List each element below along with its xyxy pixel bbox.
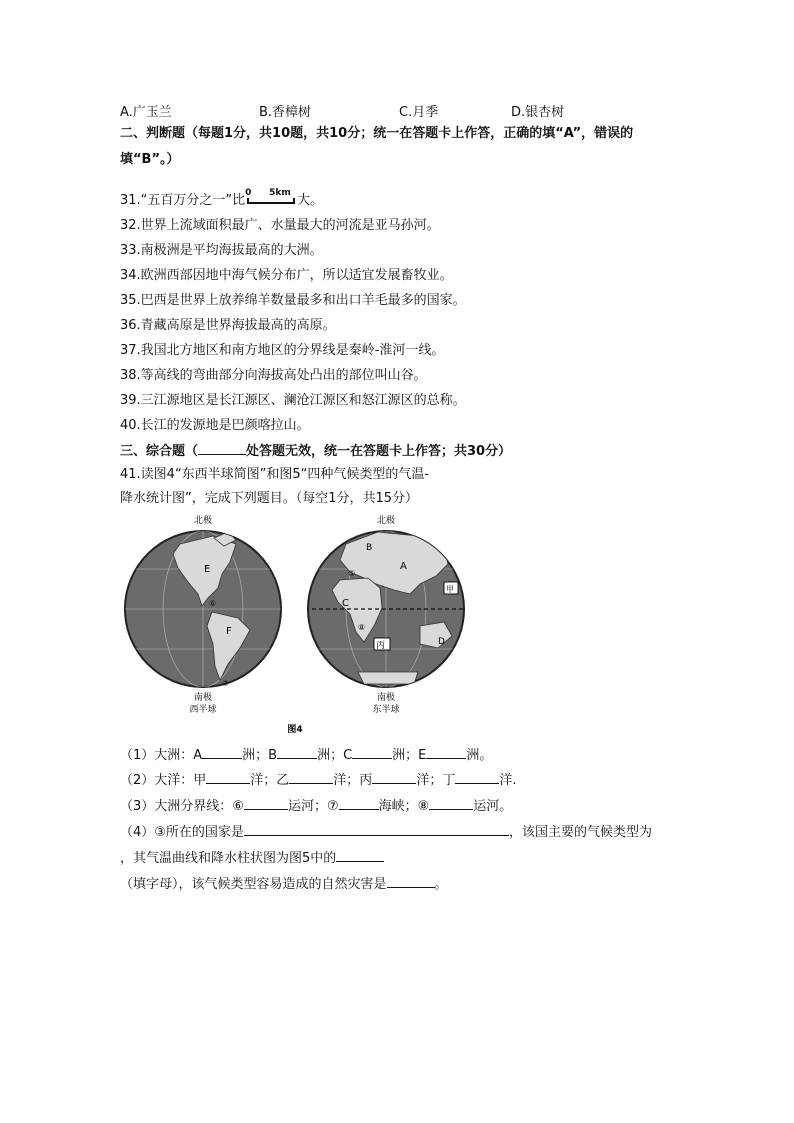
label-b: B xyxy=(366,543,373,553)
s1-d: 洲。 xyxy=(466,748,493,763)
sub-question-4-line2 xyxy=(120,848,384,868)
label-8: ⑧ xyxy=(358,623,366,632)
label-c: C xyxy=(342,598,349,609)
eastern-hemisphere xyxy=(306,514,466,715)
s3-b: 海峡；⑧ xyxy=(378,799,430,814)
q31-prefix: 31.“五百万分之一”比 xyxy=(120,193,246,208)
label-d: D xyxy=(438,637,445,647)
s3-a: 运河；⑦ xyxy=(287,799,339,814)
q31-suffix: 大。 xyxy=(297,193,324,208)
scale-zero-label: 0 xyxy=(245,188,252,198)
antarctica-shape xyxy=(358,672,418,684)
question-34: 34.欧洲西部因地中海气候分布广，所以适宜发展畜牧业。 xyxy=(120,268,453,283)
label-e: E xyxy=(204,564,211,575)
east-south-label: 南极 xyxy=(376,693,396,703)
option-c: C.月季 xyxy=(399,105,439,120)
question-40: 40.长江的发源地是巴颜喀拉山。 xyxy=(120,418,310,433)
s1-c: 洲；E xyxy=(392,748,427,763)
label-5: ⑤ xyxy=(348,569,356,578)
section2-title-line2: 填“B”。） xyxy=(120,152,180,167)
s2-n: （2）大洋：甲 xyxy=(120,773,207,788)
s3-c: 运河。 xyxy=(473,799,513,814)
sub-question-4-line1 xyxy=(120,822,652,842)
sub-question-4-line3 xyxy=(120,874,448,894)
western-hemisphere xyxy=(123,514,283,715)
s1-b: 洲；C xyxy=(317,748,353,763)
s4-line3b: 。 xyxy=(434,877,448,892)
label-bing: 丙 xyxy=(376,641,386,651)
question-33: 33.南极洲是平均海拔最高的大洲。 xyxy=(120,243,323,258)
figure-caption: 图4 xyxy=(287,725,303,735)
s1-a: 洲；B xyxy=(242,748,278,763)
question-31 xyxy=(120,188,324,210)
label-6: ⑥ xyxy=(209,599,217,608)
scale-five-label: 5km xyxy=(269,188,291,198)
sub-question-2 xyxy=(120,770,516,790)
section3-title xyxy=(120,441,511,461)
q41-intro-line1: 41.读图4“东西半球简图”和图5“四种气候类型的气温- xyxy=(120,467,430,482)
west-south-label: 南极 xyxy=(193,693,213,703)
option-b: B.香樟树 xyxy=(259,105,312,120)
s2-c: 洋；丁 xyxy=(416,773,456,788)
question-38: 38.等高线的弯曲部分向海拔高处凸出的部位叫山谷。 xyxy=(120,368,427,383)
s4-line2: ，其气温曲线和降水柱状图为图5中的 xyxy=(120,851,337,866)
s4-line1b: ，该国主要的气候类型为 xyxy=(508,825,652,840)
sub-question-3 xyxy=(120,796,512,816)
section3-title-suffix: 处答题无效，统一在答题卡上作答；共30分） xyxy=(246,444,512,459)
label-jia: 甲 xyxy=(446,585,454,594)
label-7: ⑦ xyxy=(222,679,230,688)
question-35: 35.巴西是世界上放养绵羊数量最多和出口羊毛最多的国家。 xyxy=(120,293,466,308)
sub-question-1 xyxy=(120,745,492,765)
east-north-label: 北极 xyxy=(376,516,396,526)
section3-title-prefix: 三、综合题（ xyxy=(120,444,199,459)
west-north-label: 北极 xyxy=(193,516,213,526)
hemispheres-figure xyxy=(118,514,478,736)
s4-line3a: （填字母），该气候类型容易造成的自然灾害是 xyxy=(120,877,387,892)
question-39: 39.三江源地区是长江源区、澜沧江源区和怒江源区的总称。 xyxy=(120,393,466,408)
q41-intro-line2: 降水统计图”，完成下列题目。（每空1分，共15分） xyxy=(120,491,419,506)
label-f: F xyxy=(226,626,232,637)
question-32: 32.世界上流域面积最广、水量最大的河流是亚马孙河。 xyxy=(120,218,440,233)
s2-d: 洋. xyxy=(499,773,517,788)
section2-title-line1: 二、判断题（每题1分，共10题，共10分；统一在答题卡上作答，正确的填“A”，错误的 xyxy=(120,126,634,141)
s1-n: （1）大洲：A xyxy=(120,748,203,763)
east-hemisphere-label: 东半球 xyxy=(372,705,400,715)
option-d: D.银杏树 xyxy=(511,105,565,120)
s4-line1a: （4）③所在的国家是 xyxy=(120,825,244,840)
label-a: A xyxy=(400,561,407,572)
scale-bar-icon xyxy=(245,188,297,210)
s3-n: （3）大洲分界线：⑥ xyxy=(120,799,244,814)
s2-b: 洋；丙 xyxy=(333,773,373,788)
question-36: 36.青藏高原是世界海拔最高的高原。 xyxy=(120,318,336,333)
s2-a: 洋；乙 xyxy=(250,773,290,788)
question-37: 37.我国北方地区和南方地区的分界线是秦岭-淮河一线。 xyxy=(120,343,445,358)
west-hemisphere-label: 西半球 xyxy=(189,705,217,715)
option-a: A.广玉兰 xyxy=(120,105,172,120)
